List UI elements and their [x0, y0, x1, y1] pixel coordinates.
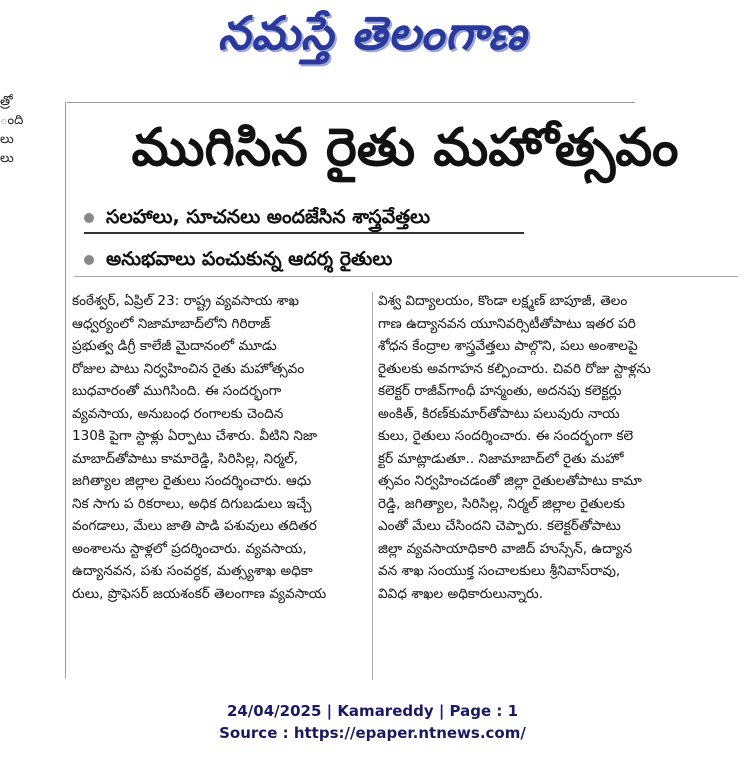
deck-text-1: సలహాలు, సూచనలు అందజేసిన శాస్త్రవేత్తలు — [106, 206, 431, 228]
text-line: ంది — [0, 113, 24, 128]
newspaper-masthead — [0, 0, 745, 72]
text-line: రోజుల పాటు నిర్వహించిన రైతు మహోత్సవం — [72, 360, 305, 377]
text-line: రులు, ప్రొఫెసర్ జయశంకర్ తెలంగాణ వ్యవసాయ — [72, 585, 327, 602]
text-line: జిల్లా వ్యవసాయాధికారి వాజిద్ హుస్సేన్, ఉద్యాన — [378, 540, 633, 557]
text-line: వన శాఖ సంయుక్త సంచాలకులు శ్రీనివాస్‌రావు, — [378, 563, 621, 579]
text-line: కలెక్టర్ రాజీవ్‌గాంధీ హన్మంతు, అదనపు కలెక్టర్లు — [378, 383, 622, 399]
text-line: వంగడాలు, మేలు జాతి పాడి పశువులు తదితర — [72, 518, 317, 534]
left-divider — [65, 102, 66, 678]
bullet-icon — [84, 213, 94, 223]
deck-text-2: అనుభవాలు పంచుకున్న ఆదర్శ రైతులు — [106, 248, 393, 270]
text-line: గాణ ఉద్యానవన యూనివర్సిటీతోపాటు ఇతర పరి — [378, 315, 636, 332]
text-line: వివిధ శాఖల అధికారులున్నారు. — [378, 585, 544, 602]
text-line: ప్రభుత్వ డిగ్రీ కాలేజీ మైదానంలో మూడు — [72, 338, 277, 354]
text-line: విశ్వ విద్యాలయం, కొండా లక్ష్మణ్ బాపూజీ, తెలం — [378, 293, 628, 309]
text-line: రెడ్డి, జగిత్యాల, సిరిసిల్ల, నిర్మల్ జిల్లాల రైతులకు — [378, 495, 625, 512]
top-divider — [67, 102, 635, 103]
text-line: 130కి పైగా స్టాళ్లు ఏర్పాటు చేశారు. వీటిని నిజా — [72, 428, 318, 444]
adjacent-article-fragment — [0, 92, 30, 672]
text-line: బుధవారంతో ముగిసింది. ఈ సందర్భంగా — [72, 383, 282, 399]
text-line: క్టర్ మాట్లాడుతూ.. నిజామాబాద్‌లో రైతు మహో — [378, 450, 624, 467]
text-line: లు — [0, 132, 14, 147]
text-line: అంకిత్, కిరణ్‌కుమార్‌తోపాటు పలువురు నాయ — [378, 405, 620, 422]
article-column-1 — [72, 290, 366, 605]
text-line: శోధన కేంద్రాల శాస్త్రవేత్తలు పాల్గొని, పలు అంశాలపై — [378, 338, 638, 354]
text-line: ఆధ్వర్యంలో నిజామాబాద్‌లోని గిరిరాజ్ — [72, 315, 271, 332]
text-line: త్సవం నిర్వహించడంతో జిల్లా రైతులతోపాటు కామా — [378, 473, 642, 489]
column-divider — [372, 292, 373, 680]
text-line: ఉద్యానవన, పశు సంవర్ధక, మత్స్యశాఖ అధికా — [72, 563, 313, 579]
bullet-icon — [84, 255, 94, 265]
footer-source-line: Source : https://epaper.ntnews.com/ — [219, 724, 526, 742]
text-line: రైతులకు అవగాహన కల్పించారు. చివరి రోజు స్టాళ్లను — [378, 360, 651, 377]
text-line: కులు, రైతులు సందర్శించారు. ఈ సందర్భంగా కలె — [378, 428, 634, 444]
text-line: ఎంతో మేలు చేసిందని చెప్పారు. కలెక్టర్‌తోపాటు — [378, 518, 621, 534]
deck-divider — [74, 276, 738, 277]
text-line: అంశాలను స్టాళ్లలో ప్రదర్శించారు. వ్యవసాయ, — [72, 540, 307, 557]
text-line: లు — [0, 151, 14, 166]
text-line: వ్యవసాయ, అనుబంధ రంగాలకు చెందిన — [72, 405, 284, 422]
masthead-title: నమస్తే తెలంగాణ — [217, 6, 528, 60]
article-column-2 — [378, 290, 730, 605]
deck-line-1 — [84, 202, 524, 234]
text-line: త్రో — [0, 94, 13, 109]
footer-date-line: 24/04/2025 | Kamareddy | Page : 1 — [226, 702, 519, 720]
text-line: నిక సాగు ప రికరాలు, అధిక దిగుబడులు ఇచ్చే — [72, 495, 312, 512]
article-headline: ముగిసిన రైతు మహోత్సవం — [131, 118, 679, 178]
text-line: జగిత్యాల జిల్లాల రైతులు సందర్శించారు. ఆధు — [72, 473, 312, 489]
text-line: మాబాద్‌తోపాటు కామారెడ్డి, సిరిసిల్ల, నిర్మల్, — [72, 450, 299, 467]
text-line: కంఠేశ్వర్, ఏప్రిల్ 23: రాష్ట్ర వ్యవసాయ శాఖ — [72, 293, 299, 309]
deck-line-2 — [84, 244, 524, 274]
